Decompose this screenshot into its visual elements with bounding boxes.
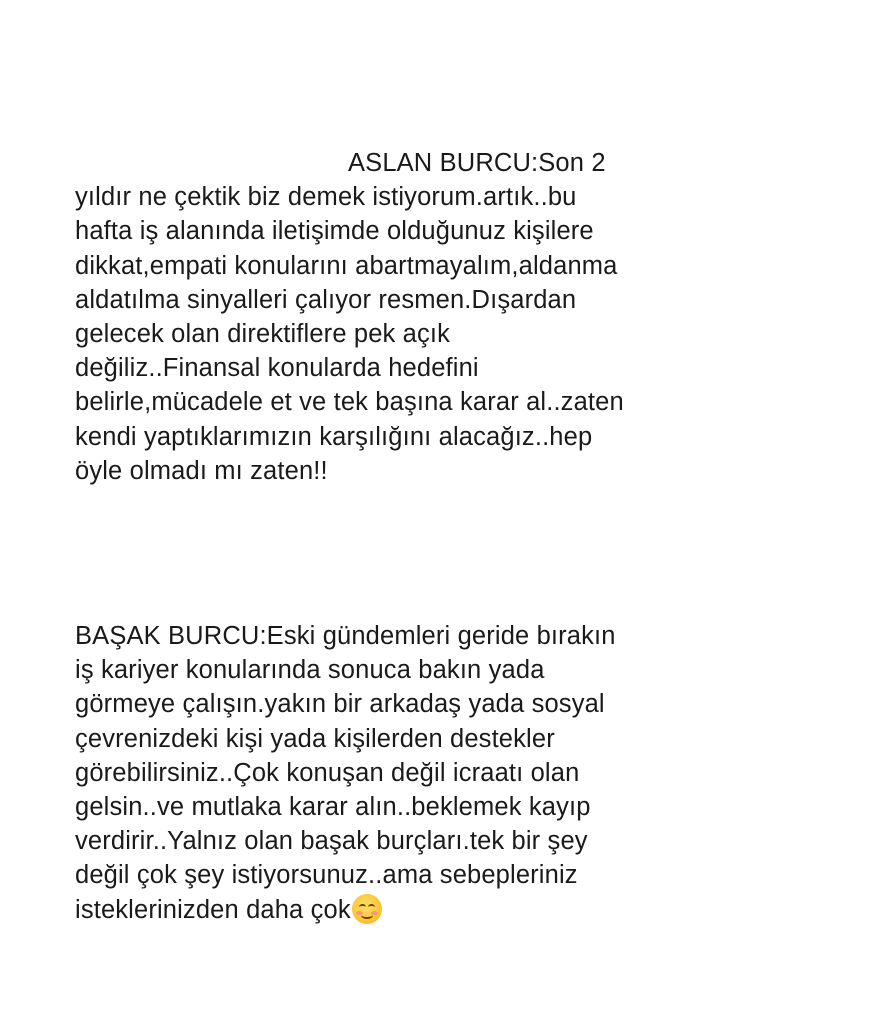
aslan-line-3: hafta iş alanında iletişimde olduğunuz kişilere xyxy=(75,217,594,246)
basak-line-1: BAŞAK BURCU:Eski gündemleri geride bırakın xyxy=(75,622,616,650)
aslan-line-2: yıldır ne çektik biz demek istiyorum.artık..bu xyxy=(75,183,577,212)
basak-line-2: iş kariyer konularında sonuca bakın yada xyxy=(75,656,545,685)
basak-line-8: değil çok şey istiyorsunuz..ama sebepleriniz xyxy=(75,861,578,890)
aslan-line-7: değiliz..Finansal konularda hedefini xyxy=(75,354,479,383)
basak-burcu-paragraph xyxy=(75,619,865,927)
smiling-face-icon xyxy=(352,894,382,924)
basak-line-9 xyxy=(75,893,865,927)
aslan-line-4: dikkat,empati konularını abartmayalım,aldanma xyxy=(75,251,618,280)
basak-line-5: görebilirsiniz..Çok konuşan değil icraatı olan xyxy=(75,758,580,787)
aslan-line-8: belirle,mücadele et ve tek başına karar al..zaten xyxy=(75,388,624,417)
aslan-line-6: gelecek olan direktiflere pek açık xyxy=(75,320,451,349)
basak-line-9-text: isteklerinizden daha çok xyxy=(75,895,351,924)
basak-line-3: görmeye çalışın.yakın bir arkadaş yada sosyal xyxy=(75,690,605,719)
basak-line-4: çevrenizdeki kişi yada kişilerden destekler xyxy=(75,724,555,753)
aslan-line-1: ASLAN BURCU:Son 2 xyxy=(348,149,606,177)
aslan-burcu-paragraph xyxy=(75,146,865,488)
aslan-line-5: aldatılma sinyalleri çalıyor resmen.Dışardan xyxy=(75,285,577,314)
basak-line-6: gelsin..ve mutlaka karar alın..beklemek kayıp xyxy=(75,793,591,822)
aslan-line-10: öyle olmadı mı zaten!! xyxy=(75,456,328,485)
aslan-line-9: kendi yaptıklarımızın karşılığını alacağız..hep xyxy=(75,422,593,451)
basak-line-7: verdirir..Yalnız olan başak burçları.tek bir şey xyxy=(75,827,588,856)
